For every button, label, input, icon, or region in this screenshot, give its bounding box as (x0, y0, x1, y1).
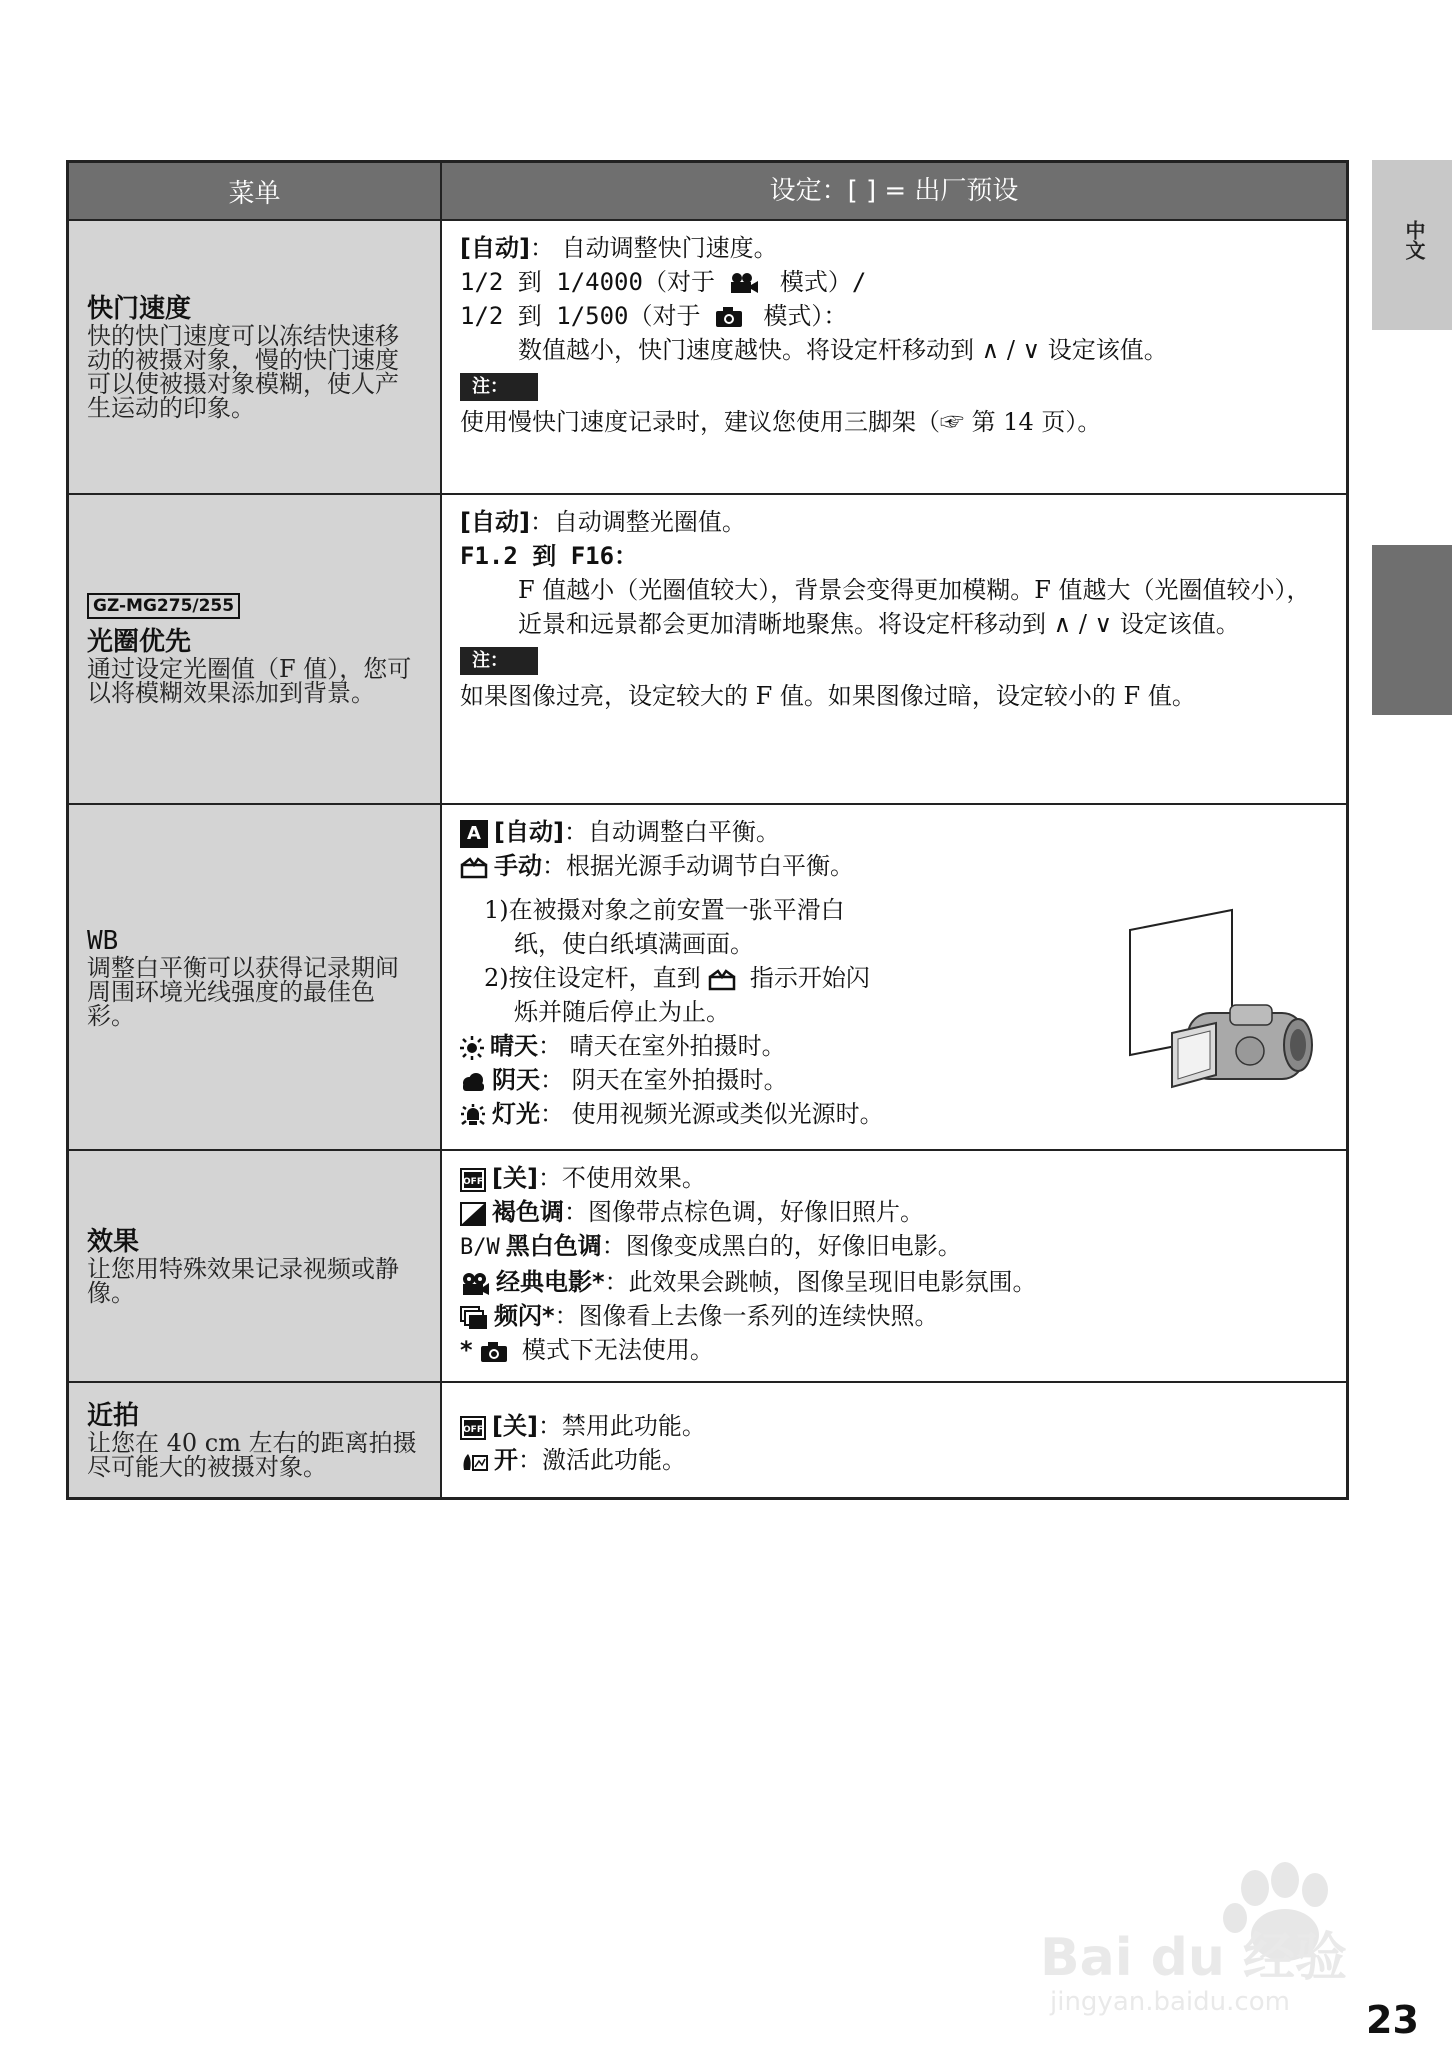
tele-macro-icon (460, 1450, 488, 1474)
svg-text:OFF: OFF (463, 1176, 483, 1187)
watermark-logo: Bai du 经验 (1040, 1928, 1347, 1988)
setting-cell-aperture (442, 495, 1346, 803)
auto-wb-icon: A (460, 820, 488, 848)
auto-label: [自动] (494, 818, 564, 846)
setting-cell-wb (442, 805, 1346, 1149)
off-icon (460, 1168, 486, 1192)
menu-cell-shutter (69, 221, 442, 493)
menu-description: 通过设定光圈值（F 值），您可以将模糊效果添加到背景。 (87, 655, 412, 707)
model-badge: GZ-MG275/255 (87, 593, 240, 619)
wb-step-1-cont: 纸，使白纸填满画面。 (514, 930, 754, 958)
step-text: 按住设定杆，直到 (508, 964, 709, 992)
table-row-aperture (69, 493, 1346, 803)
header-menu: 菜单 (69, 163, 442, 219)
strobe-text: ：图像看上去像一系列的连续快照。 (554, 1302, 939, 1330)
menu-description: 调整白平衡可以获得记录期间周围环境光线强度的最佳色彩。 (87, 954, 399, 1030)
table-row-effect (69, 1149, 1346, 1381)
note-label: 注： (460, 647, 538, 675)
manual-text: ：根据光源手动调节白平衡。 (542, 852, 854, 880)
cloudy-label: 阴天 (492, 1066, 540, 1094)
step-text: 在被摄对象之前安置一张平滑白 (508, 896, 845, 924)
auto-text: ： 自动调整快门速度。 (529, 234, 778, 262)
sunny-text: ： 晴天在室外拍摄时。 (538, 1032, 786, 1060)
header-setting: 设定：[ ] = 出厂预设 (442, 163, 1346, 219)
lamp-icon (460, 1104, 486, 1128)
sun-icon (460, 1036, 484, 1060)
on-label: 开 (494, 1446, 518, 1474)
off-text: ：禁用此功能。 (537, 1412, 706, 1440)
bw-text: ：图像变成黑白的，好像旧电影。 (601, 1232, 962, 1260)
camera-icon (480, 1341, 508, 1363)
table-header-row (69, 163, 1346, 219)
setting-cell-shutter (442, 221, 1346, 493)
menu-cell-aperture (69, 495, 442, 803)
range-photo-end: 模式）： (748, 302, 848, 330)
setting-cell-tele (442, 1383, 1346, 1497)
off-text: ：不使用效果。 (537, 1164, 706, 1192)
sepia-icon (460, 1202, 486, 1226)
step-text-end: 指示开始闪 (742, 964, 870, 992)
manual-label: 手动 (494, 852, 542, 880)
menu-description: 让您在 40 cm 左右的距离拍摄尽可能大的被摄对象。 (87, 1429, 417, 1481)
auto-label: [自动] (460, 508, 530, 536)
sunny-label: 晴天 (490, 1032, 538, 1060)
range-photo: 1/2 到 1/500（对于 (460, 302, 715, 330)
lamp-text: ： 使用视频光源或类似光源时。 (540, 1100, 884, 1128)
bw-label: 黑白色调 (505, 1232, 602, 1260)
menu-title: 效果 (87, 1227, 140, 1257)
manual-wb-icon (708, 969, 736, 991)
menu-description: 让您用特殊效果记录视频或静像。 (87, 1255, 399, 1307)
menu-settings-table (66, 160, 1349, 1500)
menu-title: 快门速度 (87, 294, 192, 324)
menu-title: WB (87, 926, 119, 956)
off-icon (460, 1416, 486, 1440)
menu-cell-effect (69, 1151, 442, 1381)
aperture-range: F1.2 到 F16： (460, 542, 639, 570)
footnote-text: 模式下无法使用。 (514, 1336, 714, 1364)
table-row-wb (69, 803, 1346, 1149)
film-label: 经典电影* (496, 1268, 605, 1296)
menu-title: 光圈优先 (87, 627, 192, 657)
sepia-text: ：图像带点棕色调，好像旧照片。 (564, 1198, 924, 1226)
menu-title: 近拍 (87, 1401, 140, 1431)
auto-label: [自动] (460, 234, 530, 262)
film-text: ：此效果会跳帧，图像呈现旧电影氛围。 (604, 1268, 1037, 1296)
strobe-label: 频闪* (494, 1302, 555, 1330)
menu-cell-wb (69, 805, 442, 1149)
lamp-label: 灯光 (492, 1100, 540, 1128)
video-camera-icon (729, 272, 759, 294)
cloudy-text: ： 阴天在室外拍摄时。 (540, 1066, 788, 1094)
note-text: 如果图像过亮，设定较大的 F 值。如果图像过暗，设定较小的 F 值。 (460, 682, 1196, 710)
table-row-tele (69, 1381, 1346, 1497)
page-number: 23 (1366, 1998, 1419, 2042)
menu-description: 快的快门速度可以冻结快速移动的被摄对象，慢的快门速度可以使被摄对象模糊，使人产生运动的印象。 (87, 322, 399, 422)
footnote-star: * (460, 1336, 473, 1364)
film-camera-icon (460, 1272, 490, 1296)
sepia-label: 褐色调 (492, 1198, 564, 1226)
off-label: [关] (492, 1164, 538, 1192)
language-tab-label: 中文 (1402, 220, 1426, 260)
off-label: [关] (492, 1412, 538, 1440)
section-tab (1372, 545, 1452, 715)
strobe-icon (460, 1306, 488, 1330)
on-text: ：激活此功能。 (518, 1446, 686, 1474)
bw-icon: B/W (460, 1235, 500, 1260)
auto-text: ：自动调整白平衡。 (563, 818, 780, 846)
shutter-explain: 数值越小，快门速度越快。将设定杆移动到 ∧ / ∨ 设定该值。 (518, 336, 1168, 364)
wb-step-2-cont: 烁并随后停止为止。 (514, 998, 730, 1026)
manual-wb-icon (460, 857, 488, 879)
range-video: 1/2 到 1/4000（对于 (460, 268, 730, 296)
menu-cell-tele (69, 1383, 442, 1497)
setting-cell-effect (442, 1151, 1346, 1381)
auto-text: ：自动调整光圈值。 (529, 508, 746, 536)
camera-icon (715, 306, 743, 328)
note-label: 注： (460, 373, 538, 401)
note-text: 使用慢快门速度记录时，建议您使用三脚架（☞ 第 14 页）。 (460, 408, 1102, 436)
step-number: 1) (484, 896, 509, 924)
baidu-jingyan-watermark (1030, 1850, 1360, 2020)
svg-text:OFF: OFF (463, 1424, 483, 1435)
table-row-shutter (69, 219, 1346, 493)
aperture-explain: F 值越小（光圈值较大），背景会变得更加模糊。F 值越大（光圈值较小），近景和远景都会更加清晰地聚焦。将设定杆移动到 ∧ / ∨ 设定该值。 (518, 576, 1311, 638)
language-tab (1372, 160, 1452, 330)
camcorder-white-paper-illustration (1110, 905, 1320, 1105)
step-number: 2) (484, 964, 509, 992)
watermark-url: jingyan.baidu.com (1050, 1987, 1290, 2017)
cloud-icon (460, 1072, 486, 1092)
range-video-end: 模式）/ (765, 268, 867, 296)
